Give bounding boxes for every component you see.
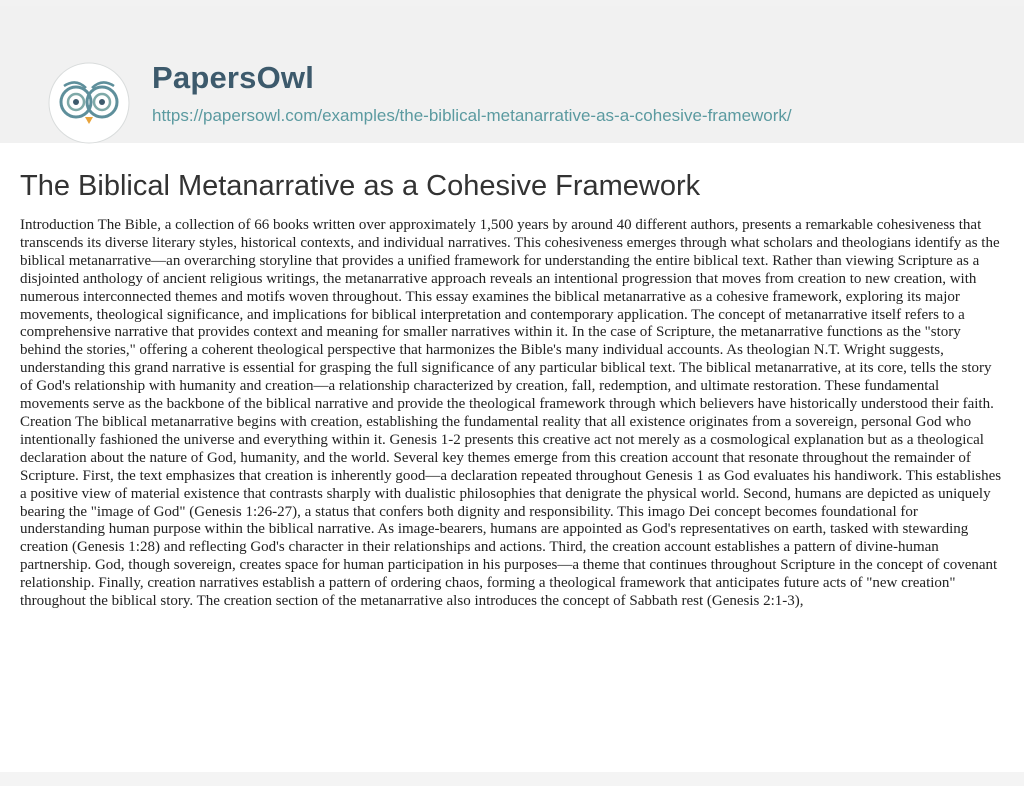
source-url-link[interactable]: https://papersowl.com/examples/the-biblical-metanarrative-as-a-cohesive-framework/ xyxy=(152,106,792,125)
owl-eyes-icon xyxy=(48,62,130,144)
essay-body: Introduction The Bible, a collection of 66 books written over approximately 1,500 years by around 40 different authors, presents a remarkable cohesiveness that transcends its diverse literary styles, historical contexts, and individual narratives. This cohesiveness emerges through what scholars and theologians identify as the biblical metanarrative—an overarching storyline that provides a unified framework for understanding the entire biblical text. Rather than viewing Scripture as a disjointed anthology of ancient religious writings, the metanarrative approach reveals an intentional progression that moves from creation to new creation, with numerous interconnected themes and motifs woven throughout. This essay examines the biblical metanarrative as a cohesive framework, exploring its major movements, theological significance, and implications for biblical interpretation and contemporary application. The concept of metanarrative itself refers to a comprehensive narrative that provides context and meaning for smaller narratives within it. In the case of Scripture, the metanarrative functions as the "story behind the stories," offering a coherent theological perspective that harmonizes the Bible's many individual accounts. As theologian N.T. Wright suggests, understanding this grand narrative is essential for grasping the full significance of any particular biblical text. The biblical metanarrative, at its core, tells the story of God's relationship with humanity and creation—a relationship characterized by creation, fall, redemption, and ultimate restoration. These fundamental movements serve as the backbone of the biblical narrative and provide the theological framework through which believers have historically understood their faith. Creation The biblical metanarrative begins with creation, establishing the fundamental reality that all existence originates from a sovereign, personal God who intentionally fashioned the universe and everything within it. Genesis 1-2 presents this creative act not merely as a cosmological explanation but as a theological declaration about the nature of God, humanity, and the world. Several key themes emerge from this creation account that resonate throughout the remainder of Scripture. First, the text emphasizes that creation is inherently good—a declaration repeated throughout Genesis 1 as God evaluates his handiwork. This establishes a positive view of material existence that contrasts sharply with dualistic philosophies that denigrate the physical world. Second, humans are depicted as uniquely bearing the "image of God" (Genesis 1:26-27), a status that confers both dignity and responsibility. This imago Dei concept becomes foundational for understanding human purpose within the biblical narrative. As image-bearers, humans are appointed as God's representatives on earth, tasked with stewarding creation (Genesis 1:28) and reflecting God's character in their relationships and actions. Third, the creation account establishes a pattern of divine-human partnership. God, though sovereign, creates space for human participation in his purposes—a theme that continues throughout Scripture in the concept of covenant relationship. Finally, creation narratives establish a pattern of ordering chaos, forming a theological framework that anticipates future acts of "new creation" throughout the biblical story. The creation section of the metanarrative also introduces the concept of Sabbath rest (Genesis 2:1-3), xyxy=(20,217,1002,610)
bottom-strip xyxy=(0,772,1024,786)
page-title: The Biblical Metanarrative as a Cohesive Framework xyxy=(20,170,701,202)
brand-name[interactable]: PapersOwl xyxy=(152,60,315,95)
